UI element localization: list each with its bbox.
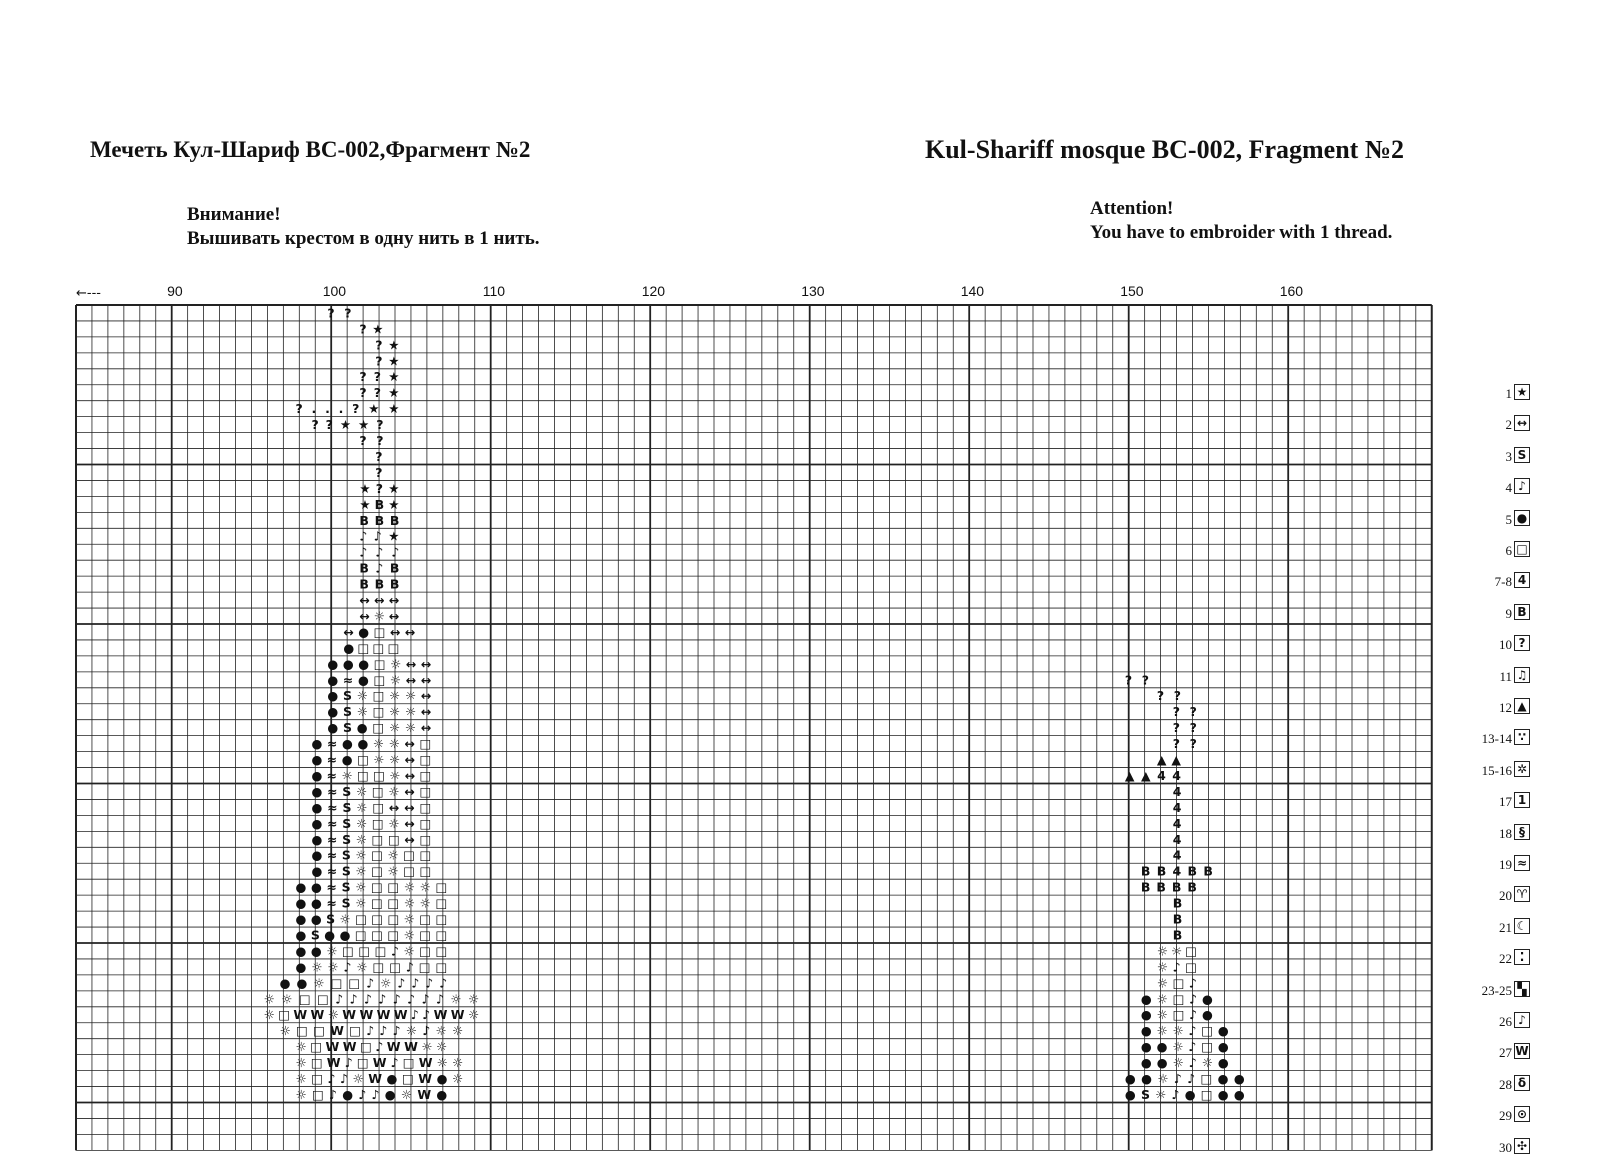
legend-number: 11 — [1499, 668, 1512, 684]
legend-symbol-icon: S — [1514, 447, 1530, 463]
pattern-row-symbols: ▲▲ — [1156, 752, 1187, 768]
legend-number: 1 — [1505, 386, 1512, 401]
legend-item — [1450, 761, 1560, 779]
pattern-row-symbols: ☼□□W□♪♪♪☼♪☼☼ — [279, 1023, 469, 1039]
legend-number: 5 — [1505, 511, 1512, 527]
legend-item — [1450, 1075, 1560, 1093]
legend-item — [1450, 384, 1560, 402]
legend-symbol-icon: ♈ — [1514, 886, 1530, 902]
pattern-row-symbols: ●●≈S☼□□☼☼□ — [295, 879, 454, 895]
pattern-row-symbols: ★B★ — [359, 496, 406, 512]
attention-text-en: You have to embroider with 1 thread. — [1090, 222, 1393, 243]
legend-symbol-icon: ♪ — [1514, 1012, 1530, 1028]
column-number: 150 — [1120, 283, 1144, 299]
pattern-row-symbols: ●≈S☼□□↔□ — [311, 831, 438, 847]
legend-number: 17 — [1499, 794, 1512, 810]
pattern-row-symbols: ?? — [1156, 688, 1187, 704]
legend-item — [1450, 1012, 1560, 1030]
attention-text-ru: Вышивать крестом в одну нить в 1 нить. — [187, 228, 540, 249]
title-english: Kul-Shariff mosque BC-002, Fragment №2 — [925, 135, 1404, 164]
pattern-row-symbols: ●☼□♪● — [1140, 991, 1219, 1007]
legend-symbol-icon: ♪ — [1514, 478, 1530, 494]
legend-number: 15-16 — [1481, 762, 1512, 778]
legend-number: 26 — [1499, 1014, 1512, 1029]
legend-symbol-icon: ✣ — [1514, 1138, 1530, 1154]
legend-symbol-icon: ● — [1514, 510, 1530, 526]
pattern-row-symbols: BBB — [359, 576, 406, 592]
legend-number: 21 — [1499, 919, 1512, 935]
pattern-row-symbols: ?? — [359, 433, 390, 449]
legend-number: 6 — [1505, 543, 1512, 558]
pattern-row-symbols: ? — [375, 448, 389, 464]
pattern-row-symbols: ●●S☼□□□☼□□ — [295, 911, 454, 927]
legend-item — [1450, 1138, 1560, 1156]
pattern-row-symbols: ☼□♪●♪♪●☼W● — [295, 1086, 454, 1102]
legend-number: 20 — [1499, 888, 1512, 904]
legend-number: 18 — [1499, 825, 1512, 841]
pattern-row-symbols: 4 — [1172, 847, 1188, 863]
legend-item — [1450, 635, 1560, 653]
pattern-row-symbols: ?★ — [375, 337, 406, 353]
legend-item — [1450, 541, 1560, 559]
legend-item — [1450, 981, 1560, 999]
legend-symbol-icon: ? — [1514, 635, 1530, 651]
pattern-row-symbols: B♪B — [359, 560, 406, 576]
legend-item — [1450, 1106, 1560, 1124]
legend-number: 9 — [1505, 605, 1512, 621]
legend-symbol-icon: 1 — [1514, 792, 1530, 808]
pattern-row-symbols: ●≈☼□□☼↔□ — [311, 767, 438, 783]
pattern-row-symbols: ●□□□ — [343, 640, 406, 656]
pattern-row-symbols: ●●≈S☼□□☼☼□ — [295, 895, 454, 911]
pattern-row-symbols: ↔●□↔↔ — [343, 624, 422, 640]
legend-number: 13-14 — [1481, 731, 1512, 747]
pattern-row-symbols: ?★ — [375, 353, 406, 369]
legend-symbol-icon: ☾ — [1514, 918, 1530, 934]
legend-symbol-icon: 4 — [1514, 572, 1530, 588]
pattern-row-symbols: ☼□♪♪☼W●□W●☼ — [295, 1071, 469, 1087]
pattern-row-symbols: ●S☼□☼☼↔ — [327, 688, 438, 704]
pattern-row-symbols: 4 — [1172, 799, 1188, 815]
pattern-row-symbols: ☼☼□ — [1156, 943, 1203, 959]
legend-item — [1450, 886, 1560, 904]
pattern-row-symbols: ♪♪♪ — [359, 544, 406, 560]
pattern-row-symbols: ★?★ — [359, 480, 406, 496]
pattern-row-symbols: ??★ — [359, 385, 406, 401]
legend-number: 30 — [1499, 1139, 1512, 1155]
pattern-row-symbols: ●●☼♪♪□●● — [1124, 1071, 1251, 1087]
pattern-row-symbols: ☼□W♪□W♪□W☼☼ — [295, 1055, 469, 1071]
attention-heading-ru: Внимание! — [187, 204, 281, 225]
pattern-row-symbols: ↔↔↔ — [359, 592, 406, 608]
pattern-row-symbols: ●●☼□□□♪☼□□ — [295, 943, 454, 959]
column-number: 130 — [801, 283, 825, 299]
legend-symbol-icon: ♫ — [1514, 667, 1530, 683]
legend-item — [1450, 698, 1560, 716]
legend-number: 23-25 — [1481, 982, 1512, 998]
legend-symbol-icon: W — [1515, 1044, 1529, 1059]
legend-symbol-icon: ✲ — [1514, 761, 1530, 777]
legend-item — [1450, 478, 1560, 496]
pattern-row-symbols: ●●☼♪□● — [1140, 1039, 1235, 1055]
pattern-row-symbols: ?★ — [359, 321, 390, 337]
legend-item — [1450, 447, 1560, 465]
legend-symbol-icon: ≈ — [1514, 855, 1530, 871]
pattern-row-symbols: ☼☼□□♪♪♪♪♪♪♪♪☼☼ — [263, 991, 485, 1007]
pattern-row-symbols: ??★ — [359, 369, 406, 385]
title-russian: Мечеть Кул-Шариф BC-002,Фрагмент №2 — [90, 137, 531, 162]
pattern-row-symbols: ☼□♪ — [1156, 975, 1203, 991]
legend-item — [1450, 572, 1560, 590]
legend-symbol-icon: ↔ — [1514, 415, 1530, 431]
legend-symbol-icon: ▲ — [1514, 698, 1530, 714]
column-number: 100 — [322, 283, 347, 299]
legend-symbol-icon: □ — [1514, 541, 1530, 557]
legend-item — [1450, 510, 1560, 528]
pattern-row-symbols: B — [1172, 895, 1189, 911]
pattern-row-symbols: BBB — [359, 512, 406, 528]
legend-symbol-icon: ▚ — [1514, 981, 1530, 997]
pattern-row-symbols: ●●●□☼↔↔ — [327, 656, 438, 672]
legend-number: 22 — [1499, 951, 1512, 967]
legend-symbol-icon: ⁚ — [1514, 949, 1530, 965]
pattern-row-symbols: ☼♪□ — [1156, 959, 1203, 975]
pattern-row-symbols: 4 — [1172, 831, 1188, 847]
pattern-row-symbols: ?? — [327, 305, 358, 321]
pattern-row-symbols: ▲▲44 — [1124, 767, 1187, 783]
pattern-row-symbols: ●●☼□□♪☼♪♪♪♪ — [279, 975, 454, 991]
column-number: 90 — [167, 283, 183, 299]
legend-item — [1450, 729, 1560, 747]
pattern-row-symbols: ??★★? — [311, 417, 390, 433]
pattern-row-symbols: ●≈S☼□☼□□ — [311, 847, 438, 863]
pattern-row-symbols: ●≈S☼□☼↔□ — [311, 783, 438, 799]
legend-number: 4 — [1505, 480, 1512, 496]
legend-number: 27 — [1499, 1045, 1512, 1061]
pattern-row-symbols: ? — [375, 464, 389, 480]
pattern-row-symbols: ●≈●□☼↔↔ — [327, 672, 438, 688]
pattern-row-symbols: BBBB — [1140, 879, 1203, 895]
pattern-row-symbols: ●S●□☼☼↔ — [327, 720, 438, 736]
legend-number: 7-8 — [1494, 574, 1512, 590]
legend-item — [1450, 667, 1560, 685]
legend-number: 3 — [1505, 448, 1512, 464]
previous-fragment-arrow-icon: ←--- — [76, 286, 101, 301]
legend-item — [1450, 1043, 1560, 1061]
legend-symbol-icon: ⊙ — [1514, 1106, 1530, 1122]
legend-item — [1450, 792, 1560, 810]
legend-number: 10 — [1499, 637, 1512, 653]
legend-symbol-icon: δ — [1514, 1075, 1530, 1091]
column-number: 140 — [960, 283, 985, 299]
pattern-row-symbols: ?? — [1172, 720, 1203, 736]
pattern-row-symbols: ☼□WW☼WWWW♪♪WW☼ — [263, 1007, 485, 1023]
pattern-row-symbols: BB4BB — [1140, 863, 1219, 879]
legend-symbol-icon: ★ — [1514, 384, 1530, 400]
column-number: 110 — [482, 283, 506, 299]
legend-symbol-icon: ∵ — [1514, 729, 1530, 745]
pattern-row-symbols: B — [1172, 927, 1189, 943]
pattern-row-symbols: ●S☼♪●□●● — [1124, 1086, 1251, 1102]
pattern-row-symbols: ?? — [1172, 736, 1203, 752]
legend-item — [1450, 604, 1560, 622]
pattern-row-symbols: ●☼□♪● — [1140, 1007, 1219, 1023]
pattern-row-symbols: ●≈●●☼☼↔□ — [311, 736, 438, 752]
pattern-row-symbols: ♪♪★ — [359, 528, 406, 544]
pattern-row-symbols: ●S☼□☼☼↔ — [327, 704, 438, 720]
legend-number: 12 — [1499, 700, 1512, 715]
column-number: 160 — [1279, 283, 1304, 299]
legend-number: 2 — [1505, 417, 1512, 433]
pattern-row-symbols: ↔☼↔ — [359, 608, 406, 624]
legend-item — [1450, 949, 1560, 967]
legend-item — [1450, 918, 1560, 936]
legend-item — [1450, 415, 1560, 433]
pattern-row-symbols: 4 — [1172, 815, 1188, 831]
legend-number: 29 — [1499, 1108, 1512, 1124]
pattern-row-symbols: ?...?★★ — [295, 401, 406, 417]
pattern-row-symbols: ●☼☼♪☼□□♪□□ — [295, 959, 454, 975]
pattern-row-symbols: ?? — [1124, 672, 1155, 688]
pattern-row-symbols: ☼□WW□♪WW☼☼ — [295, 1039, 454, 1055]
pattern-row-symbols: ●S●●□□□☼□□ — [295, 927, 454, 943]
pattern-row-symbols: ●≈●□☼☼↔□ — [311, 752, 438, 768]
pattern-row-symbols: ●≈S☼□☼□□ — [311, 863, 438, 879]
attention-heading-en: Attention! — [1090, 198, 1174, 219]
column-number: 120 — [641, 283, 666, 299]
pattern-row-symbols: 4 — [1172, 783, 1188, 799]
legend-item — [1450, 855, 1560, 873]
pattern-row-symbols: ?? — [1172, 704, 1203, 720]
legend-number: 19 — [1499, 857, 1512, 872]
legend-item — [1450, 824, 1560, 842]
legend-symbol-icon: § — [1514, 824, 1530, 840]
pattern-row-symbols: ●≈S☼□☼↔□ — [311, 815, 438, 831]
pattern-row-symbols: ●≈S☼□↔↔□ — [311, 799, 438, 815]
legend-symbol-icon: B — [1514, 604, 1530, 620]
pattern-row-symbols: ●☼☼♪□● — [1140, 1023, 1235, 1039]
pattern-row-symbols: ●●☼♪☼● — [1140, 1055, 1235, 1071]
pattern-row-symbols: B — [1172, 911, 1189, 927]
legend-number: 28 — [1499, 1076, 1512, 1092]
